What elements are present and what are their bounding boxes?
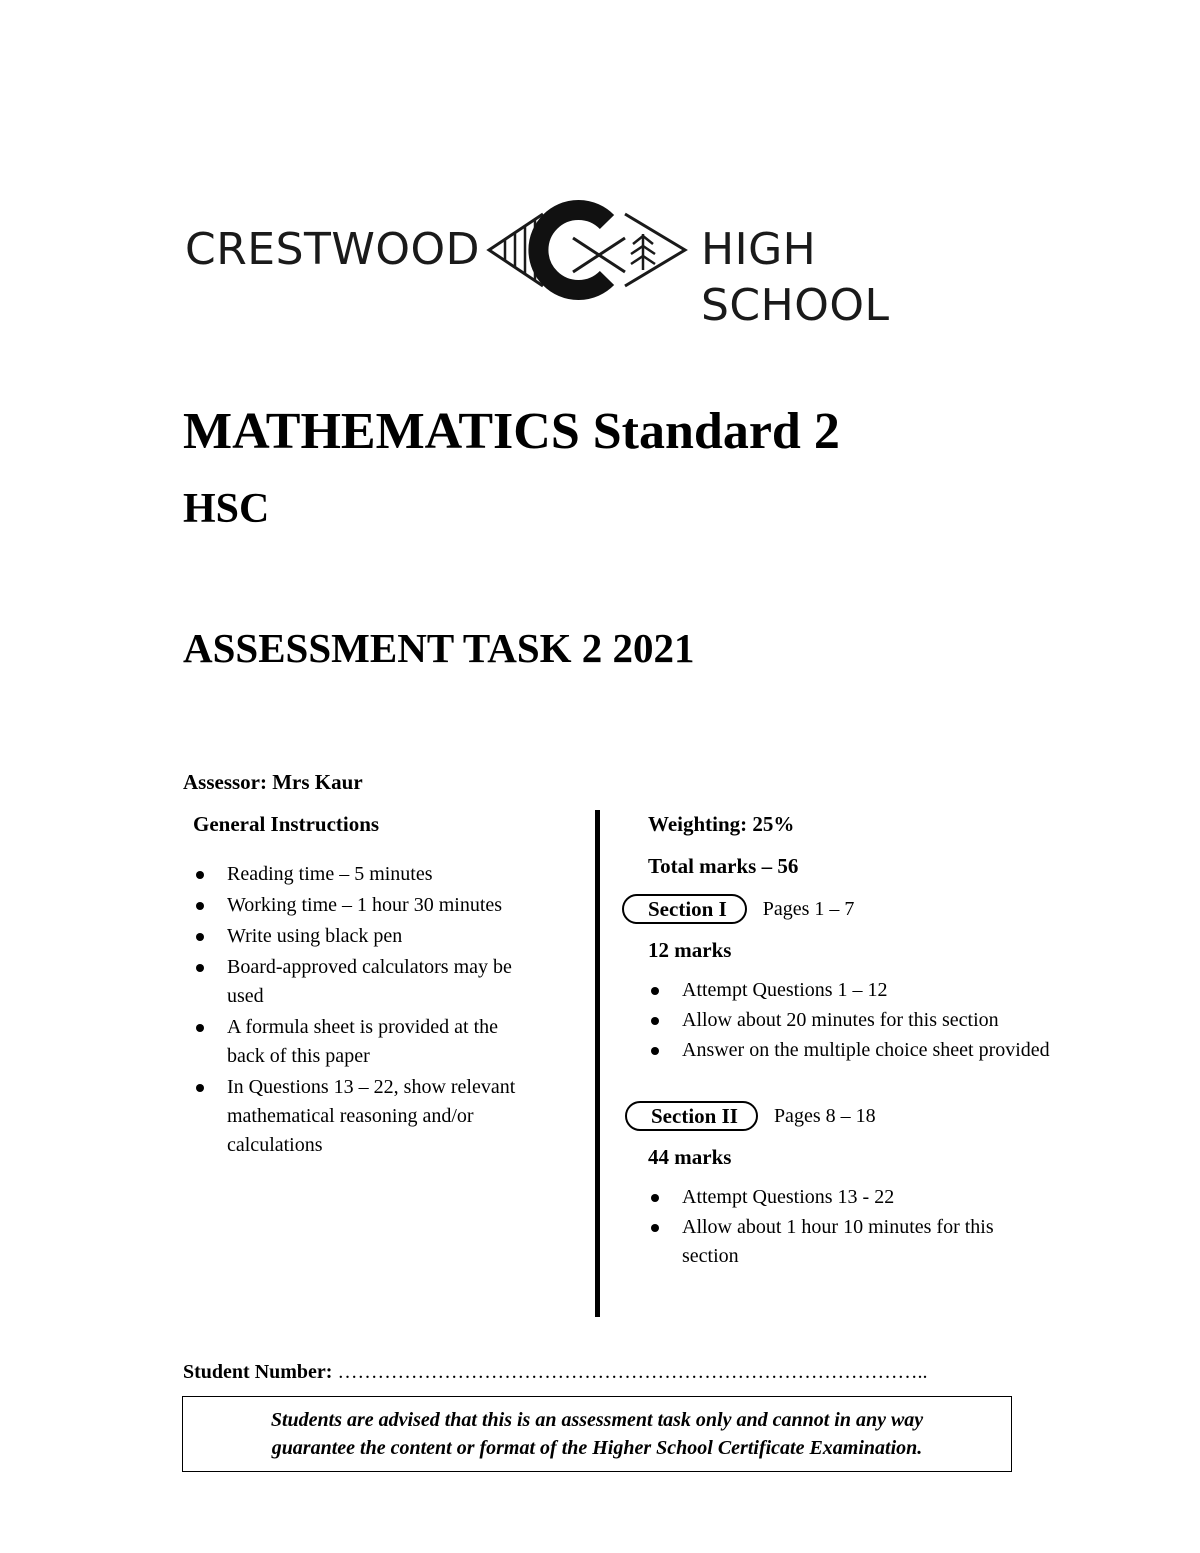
student-number-field[interactable]: …………………………………………………………………………….. [337, 1361, 928, 1383]
school-name-left: CRESTWOOD [185, 224, 481, 275]
list-item: Write using black pen [193, 922, 563, 951]
student-number-line [183, 1358, 927, 1386]
school-name-right: HIGH SCHOOL [701, 224, 890, 331]
page-subtitle: HSC [183, 486, 270, 532]
section-1-marks: 12 marks [648, 938, 732, 962]
total-marks: Total marks – 56 [648, 854, 799, 878]
exam-notice-text: Students are advised that this is an assessment task only and cannot in any way guarantee the content or format of the Higher School Certificate Examination. [270, 1409, 924, 1459]
section-1-header [622, 892, 1142, 926]
list-item: Board-approved calculators may be used [193, 953, 527, 1011]
general-instructions [193, 808, 563, 1162]
student-number-label: Student Number: [183, 1361, 333, 1383]
section-2-pages: Pages 8 – 18 [773, 1105, 876, 1127]
column-divider [595, 810, 600, 1317]
general-instructions-list [193, 860, 563, 1160]
section-1-pages: Pages 1 – 7 [762, 898, 855, 920]
page-title: MATHEMATICS Standard 2 [183, 403, 840, 460]
exam-notice-box [182, 1396, 1012, 1472]
exam-structure [622, 808, 1142, 1271]
list-item: Attempt Questions 1 – 12 [648, 976, 1142, 1005]
section-2-list [622, 1183, 1142, 1271]
list-item: A formula sheet is provided at the back of this paper [193, 1013, 527, 1071]
list-item: Allow about 1 hour 10 minutes for this section [648, 1213, 1042, 1271]
list-item: Allow about 20 minutes for this section [648, 1006, 1142, 1035]
section-2-marks: 44 marks [648, 1145, 732, 1169]
general-instructions-heading: General Instructions [193, 812, 380, 836]
list-item: Working time – 1 hour 30 minutes [193, 891, 563, 920]
section-2-header [622, 1099, 1142, 1133]
section-2-badge: Section II [625, 1101, 758, 1131]
weighting: Weighting: 25% [648, 812, 795, 836]
assessor-line: Assessor: Mrs Kaur [183, 770, 363, 794]
list-item: In Questions 13 – 22, show relevant mathematical reasoning and/or calculations [193, 1073, 527, 1160]
list-item: Answer on the multiple choice sheet provided [648, 1036, 1142, 1065]
list-item: Attempt Questions 13 - 22 [648, 1183, 1142, 1212]
section-1-badge: Section I [622, 894, 747, 924]
list-item: Reading time – 5 minutes [193, 860, 563, 889]
task-heading: ASSESSMENT TASK 2 2021 [183, 625, 695, 671]
school-logo-header [185, 200, 1015, 331]
section-1-list [622, 976, 1142, 1065]
school-crest-icon [485, 200, 690, 300]
